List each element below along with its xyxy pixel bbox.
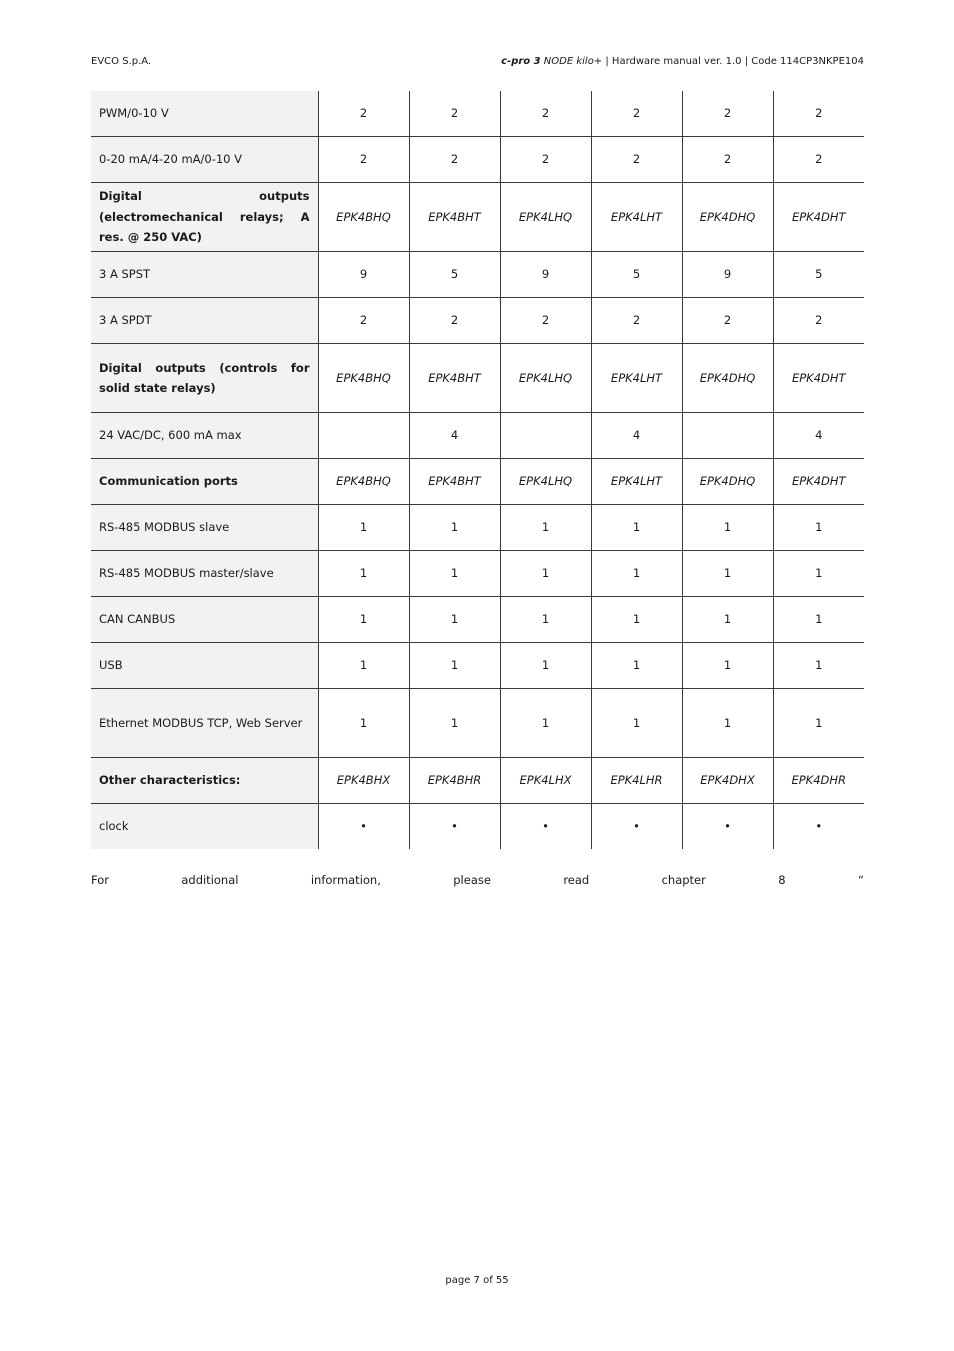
table-row bbox=[91, 137, 864, 183]
value-cell: 2 bbox=[591, 91, 682, 137]
value-cell: 2 bbox=[318, 298, 409, 344]
model-code-cell: EPK4LHR bbox=[591, 758, 682, 804]
value-cell: 5 bbox=[591, 252, 682, 298]
row-label: 24 VAC/DC, 600 mA max bbox=[91, 413, 318, 459]
table-row bbox=[91, 597, 864, 643]
table-row bbox=[91, 252, 864, 298]
value-cell: 2 bbox=[500, 137, 591, 183]
row-label: PWM/0-10 V bbox=[91, 91, 318, 137]
value-cell: 2 bbox=[682, 91, 773, 137]
model-code-cell: EPK4BHQ bbox=[318, 344, 409, 413]
value-cell: 1 bbox=[409, 689, 500, 758]
value-cell: 2 bbox=[409, 91, 500, 137]
row-label: RS-485 MODBUS slave bbox=[91, 505, 318, 551]
value-cell: 4 bbox=[409, 413, 500, 459]
value-cell: 1 bbox=[682, 551, 773, 597]
footnote-word: “ bbox=[857, 873, 864, 887]
model-code-cell: EPK4BHT bbox=[409, 183, 500, 252]
value-cell: 1 bbox=[409, 505, 500, 551]
table-row bbox=[91, 413, 864, 459]
model-code-cell: EPK4DHQ bbox=[682, 459, 773, 505]
value-cell: 2 bbox=[773, 91, 864, 137]
value-cell: 2 bbox=[500, 91, 591, 137]
value-cell: 4 bbox=[773, 413, 864, 459]
row-label: 0-20 mA/4-20 mA/0-10 V bbox=[91, 137, 318, 183]
value-cell bbox=[318, 413, 409, 459]
value-cell: 2 bbox=[500, 298, 591, 344]
section-header-label: Digital outputs (electromechanical relays; A res. @ 250 VAC) bbox=[91, 183, 318, 252]
footnote-word: additional bbox=[181, 873, 239, 887]
value-cell: 1 bbox=[591, 689, 682, 758]
model-code-cell: EPK4DHT bbox=[773, 344, 864, 413]
row-label: CAN CANBUS bbox=[91, 597, 318, 643]
value-cell: 1 bbox=[591, 551, 682, 597]
value-cell: 2 bbox=[773, 298, 864, 344]
value-cell: 5 bbox=[773, 252, 864, 298]
table-row bbox=[91, 804, 864, 850]
model-code-cell: EPK4BHT bbox=[409, 459, 500, 505]
header-manual-code: | Hardware manual ver. 1.0 | Code 114CP3NKPE104 bbox=[602, 56, 864, 67]
section-header-label: Other characteristics: bbox=[91, 758, 318, 804]
model-code-cell: EPK4BHQ bbox=[318, 459, 409, 505]
model-code-cell: EPK4LHX bbox=[500, 758, 591, 804]
value-cell: 1 bbox=[500, 689, 591, 758]
value-cell: 1 bbox=[500, 505, 591, 551]
model-code-cell: EPK4BHQ bbox=[318, 183, 409, 252]
value-cell: 1 bbox=[682, 689, 773, 758]
page-number: page 7 of 55 bbox=[445, 1275, 509, 1286]
table-row bbox=[91, 551, 864, 597]
table-row bbox=[91, 183, 864, 252]
footnote-word: information, bbox=[310, 873, 381, 887]
model-code-cell: EPK4DHQ bbox=[682, 344, 773, 413]
value-cell: 2 bbox=[409, 137, 500, 183]
value-cell: 9 bbox=[682, 252, 773, 298]
value-cell: 2 bbox=[591, 298, 682, 344]
value-cell: 1 bbox=[682, 643, 773, 689]
footnote-word: read bbox=[563, 873, 590, 887]
model-code-cell: EPK4LHT bbox=[591, 459, 682, 505]
value-cell: 1 bbox=[773, 689, 864, 758]
value-cell: 2 bbox=[773, 137, 864, 183]
row-label: 3 A SPST bbox=[91, 252, 318, 298]
value-cell: 1 bbox=[773, 551, 864, 597]
value-cell: • bbox=[773, 804, 864, 850]
model-code-cell: EPK4LHQ bbox=[500, 183, 591, 252]
model-code-cell: EPK4DHQ bbox=[682, 183, 773, 252]
row-label: RS-485 MODBUS master/slave bbox=[91, 551, 318, 597]
footnote-word: 8 bbox=[778, 873, 786, 887]
value-cell: 1 bbox=[318, 505, 409, 551]
header-manual-info bbox=[501, 55, 864, 69]
value-cell: 2 bbox=[318, 91, 409, 137]
table-row bbox=[91, 689, 864, 758]
value-cell bbox=[500, 413, 591, 459]
header-product-italic: NODE kilo+ bbox=[543, 56, 603, 67]
row-label: clock bbox=[91, 804, 318, 850]
model-code-cell: EPK4DHT bbox=[773, 183, 864, 252]
model-code-cell: EPK4BHT bbox=[409, 344, 500, 413]
model-code-cell: EPK4DHX bbox=[682, 758, 773, 804]
value-cell: 1 bbox=[773, 643, 864, 689]
value-cell: 1 bbox=[773, 505, 864, 551]
table-row bbox=[91, 459, 864, 505]
row-label: USB bbox=[91, 643, 318, 689]
value-cell: • bbox=[500, 804, 591, 850]
model-code-cell: EPK4LHT bbox=[591, 183, 682, 252]
value-cell: 1 bbox=[409, 597, 500, 643]
header-product-bold: c-pro 3 bbox=[501, 56, 541, 67]
model-code-cell: EPK4BHX bbox=[318, 758, 409, 804]
table-row bbox=[91, 505, 864, 551]
spec-table-body bbox=[91, 91, 864, 849]
value-cell: 1 bbox=[318, 643, 409, 689]
header-company: EVCO S.p.A. bbox=[91, 56, 152, 67]
section-header-label: Communication ports bbox=[91, 459, 318, 505]
value-cell: 1 bbox=[318, 597, 409, 643]
footnote-word: please bbox=[453, 873, 491, 887]
row-label: Ethernet MODBUS TCP, Web Server bbox=[91, 689, 318, 758]
section-header-label: Digital outputs (controls for solid state relays) bbox=[91, 344, 318, 413]
value-cell: 1 bbox=[591, 597, 682, 643]
value-cell: 1 bbox=[318, 689, 409, 758]
value-cell: 1 bbox=[682, 597, 773, 643]
value-cell: 9 bbox=[500, 252, 591, 298]
value-cell: 2 bbox=[682, 137, 773, 183]
row-label: 3 A SPDT bbox=[91, 298, 318, 344]
value-cell: 2 bbox=[682, 298, 773, 344]
model-code-cell: EPK4DHT bbox=[773, 459, 864, 505]
table-row bbox=[91, 298, 864, 344]
value-cell: 1 bbox=[591, 643, 682, 689]
table-row bbox=[91, 643, 864, 689]
model-code-cell: EPK4LHT bbox=[591, 344, 682, 413]
value-cell: 2 bbox=[409, 298, 500, 344]
model-code-cell: EPK4LHQ bbox=[500, 344, 591, 413]
value-cell: 1 bbox=[500, 597, 591, 643]
value-cell: 2 bbox=[318, 137, 409, 183]
value-cell: 1 bbox=[773, 597, 864, 643]
value-cell: • bbox=[409, 804, 500, 850]
footnote-word: For bbox=[91, 873, 109, 887]
value-cell bbox=[682, 413, 773, 459]
model-code-cell: EPK4LHQ bbox=[500, 459, 591, 505]
value-cell: 5 bbox=[409, 252, 500, 298]
value-cell: 1 bbox=[591, 505, 682, 551]
value-cell: 9 bbox=[318, 252, 409, 298]
footnote-text bbox=[91, 873, 864, 887]
value-cell: 1 bbox=[500, 643, 591, 689]
value-cell: 1 bbox=[409, 551, 500, 597]
value-cell: • bbox=[591, 804, 682, 850]
value-cell: • bbox=[318, 804, 409, 850]
value-cell: 2 bbox=[591, 137, 682, 183]
value-cell: 4 bbox=[591, 413, 682, 459]
table-row bbox=[91, 91, 864, 137]
model-code-cell: EPK4DHR bbox=[773, 758, 864, 804]
table-row bbox=[91, 344, 864, 413]
table-row bbox=[91, 758, 864, 804]
model-code-cell: EPK4BHR bbox=[409, 758, 500, 804]
spec-table bbox=[91, 91, 864, 849]
footnote-word: chapter bbox=[661, 873, 706, 887]
value-cell: 1 bbox=[409, 643, 500, 689]
value-cell: 1 bbox=[500, 551, 591, 597]
value-cell: • bbox=[682, 804, 773, 850]
value-cell: 1 bbox=[682, 505, 773, 551]
value-cell: 1 bbox=[318, 551, 409, 597]
